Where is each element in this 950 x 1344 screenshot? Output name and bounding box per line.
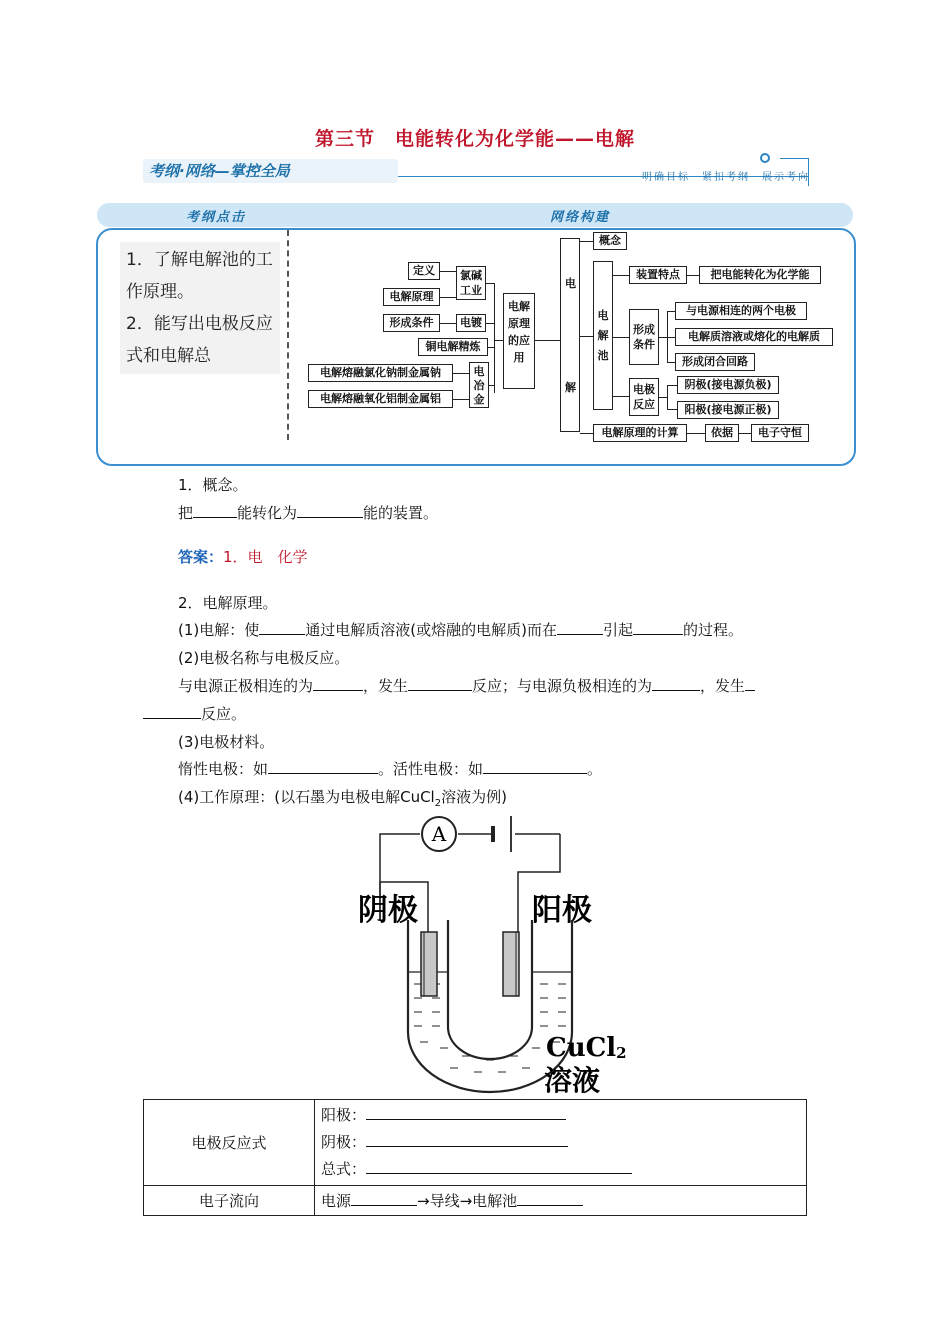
s2-4-sub: 2 (434, 798, 442, 809)
row2-content (315, 1186, 807, 1216)
s1-c: 能的装置。 (363, 504, 439, 522)
node-plating: 电镀 (456, 314, 486, 332)
section-header-right: 网络构建 (550, 210, 611, 225)
node-copper-refining: 铜电解精炼 (418, 338, 488, 356)
node-feature-value: 把电能转化为化学能 (699, 266, 821, 284)
blank (297, 503, 363, 518)
node-definition: 定义 (408, 262, 440, 280)
node-condition-1: 与电源相连的两个电极 (675, 302, 807, 320)
s2-2-a: 与电源正极相连的为 (178, 677, 314, 695)
node-application: 电解原理的应用 (503, 293, 535, 389)
s1-b: 能转化为 (237, 504, 298, 522)
s2-4-a: (4)工作原理：(以石墨为电极电解CuCl (178, 788, 435, 806)
blank (557, 620, 603, 635)
node-feature: 装置特点 (629, 266, 687, 284)
total-label-cell: 总式： (321, 1160, 367, 1178)
node-form-conditions: 形成条件 (629, 309, 659, 365)
s1-heading: 1．概念。 (178, 476, 248, 494)
s2-1-a: (1)电解：使 (178, 621, 260, 639)
node-chlor-alkali: 氯碱工业 (456, 266, 486, 300)
node-anode: 阳极(接电源正极) (677, 401, 779, 419)
s2-3-c: 。 (587, 760, 603, 778)
blank (633, 620, 683, 635)
section-header-left: 考纲点击 (186, 210, 247, 225)
node-sodium: 电解熔融氯化钠制金属钠 (308, 364, 453, 382)
s2-2-heading: (2)电极名称与电极反应。 (178, 649, 350, 667)
s2-1-line (178, 619, 743, 640)
answer-label: 答案： (178, 548, 224, 566)
blank (408, 676, 472, 691)
node-aluminium: 电解熔融氧化铝制金属铝 (308, 390, 453, 408)
s2-1-b: 通过电解质溶液(或熔融的电解质)而在 (305, 621, 557, 639)
anode-label: 阳极 (532, 893, 592, 928)
node-conservation: 电子守恒 (751, 424, 809, 442)
answer-text: 1．电 化学 (223, 548, 308, 566)
s2-3-heading: (3)电极材料。 (178, 733, 275, 751)
cathode-label: 阴极 (358, 893, 418, 928)
objective-1: 1．了解电解池的工作原理。 (126, 250, 273, 302)
node-principle: 电解原理 (383, 288, 440, 306)
node-concept: 概念 (593, 232, 627, 250)
objectives-text (120, 242, 280, 374)
node-smelting: 电冶金 (469, 362, 489, 408)
node-root (560, 238, 580, 432)
anode-electrode (503, 932, 519, 996)
blank (268, 759, 378, 774)
answer-line (178, 546, 308, 567)
s2-2-line-2 (143, 703, 246, 724)
node-cell: 电解池 (593, 261, 613, 410)
flow-b: →导线→电解池 (417, 1192, 518, 1210)
node-conditions: 形成条件 (383, 314, 440, 332)
banner-tagline: 明确目标 紧扣考纲 展示考向 (642, 172, 810, 183)
flow-a: 电源 (321, 1192, 352, 1210)
electrolysis-figure (350, 812, 640, 1097)
s2-2-line (178, 675, 755, 696)
node-root-char-1: 电 (565, 277, 576, 290)
blank (652, 676, 700, 691)
blank (517, 1191, 583, 1206)
banner-label: 考纲·网络—掌控全局 (143, 159, 398, 183)
s2-4-line (178, 786, 507, 809)
s2-1-d: 的过程。 (682, 621, 743, 639)
s1-a: 把 (178, 504, 194, 522)
row1-content (315, 1100, 807, 1186)
solution-formula: CuCl2 (546, 1033, 627, 1063)
node-root-char-2: 解 (565, 381, 576, 394)
node-cathode: 阴极(接电源负极) (677, 376, 779, 394)
blank (366, 1105, 566, 1120)
banner-ring-icon (760, 153, 770, 163)
s2-2-b: ，发生 (363, 677, 409, 695)
answer-table (143, 1099, 807, 1216)
column-divider (287, 230, 289, 440)
cathode-electrode (421, 932, 437, 996)
anode-label-cell: 阳极： (321, 1106, 367, 1124)
node-calculation: 电解原理的计算 (593, 424, 687, 442)
blank (745, 676, 755, 691)
blank (366, 1132, 568, 1147)
node-electrode-reaction: 电极反应 (629, 378, 659, 416)
s2-2-d: ，发生 (700, 677, 746, 695)
node-basis: 依据 (705, 424, 739, 442)
blank (259, 620, 305, 635)
s2-3-line (178, 758, 602, 779)
blank (313, 676, 363, 691)
blank (351, 1191, 417, 1206)
s1-line (178, 502, 438, 523)
blank (483, 759, 587, 774)
objective-2: 2．能写出电极反应式和电解总 (126, 314, 273, 366)
solution-label: 溶液 (544, 1064, 601, 1097)
s2-2-c: 反应；与电源负极相连的为 (472, 677, 653, 695)
s2-heading: 2．电解原理。 (178, 594, 278, 612)
row2-label: 电子流向 (144, 1186, 315, 1216)
node-condition-3: 形成闭合回路 (675, 353, 755, 371)
banner-rule-cap (780, 158, 809, 159)
blank (193, 503, 237, 518)
ammeter-label: A (431, 822, 447, 846)
cathode-label-cell: 阴极： (321, 1133, 367, 1151)
s2-4-b: 溶液为例) (441, 788, 507, 806)
blank (143, 704, 201, 719)
blank (366, 1159, 632, 1174)
node-condition-2: 电解质溶液或熔化的电解质 (675, 328, 833, 346)
page-title: 第三节 电能转化为化学能——电解 (314, 128, 635, 150)
s2-1-c: 引起 (602, 621, 633, 639)
s2-2-e: 反应。 (201, 705, 247, 723)
row1-label: 电极反应式 (144, 1100, 315, 1186)
s2-3-b: 。活性电极：如 (378, 760, 484, 778)
s2-3-a: 惰性电极：如 (178, 760, 269, 778)
